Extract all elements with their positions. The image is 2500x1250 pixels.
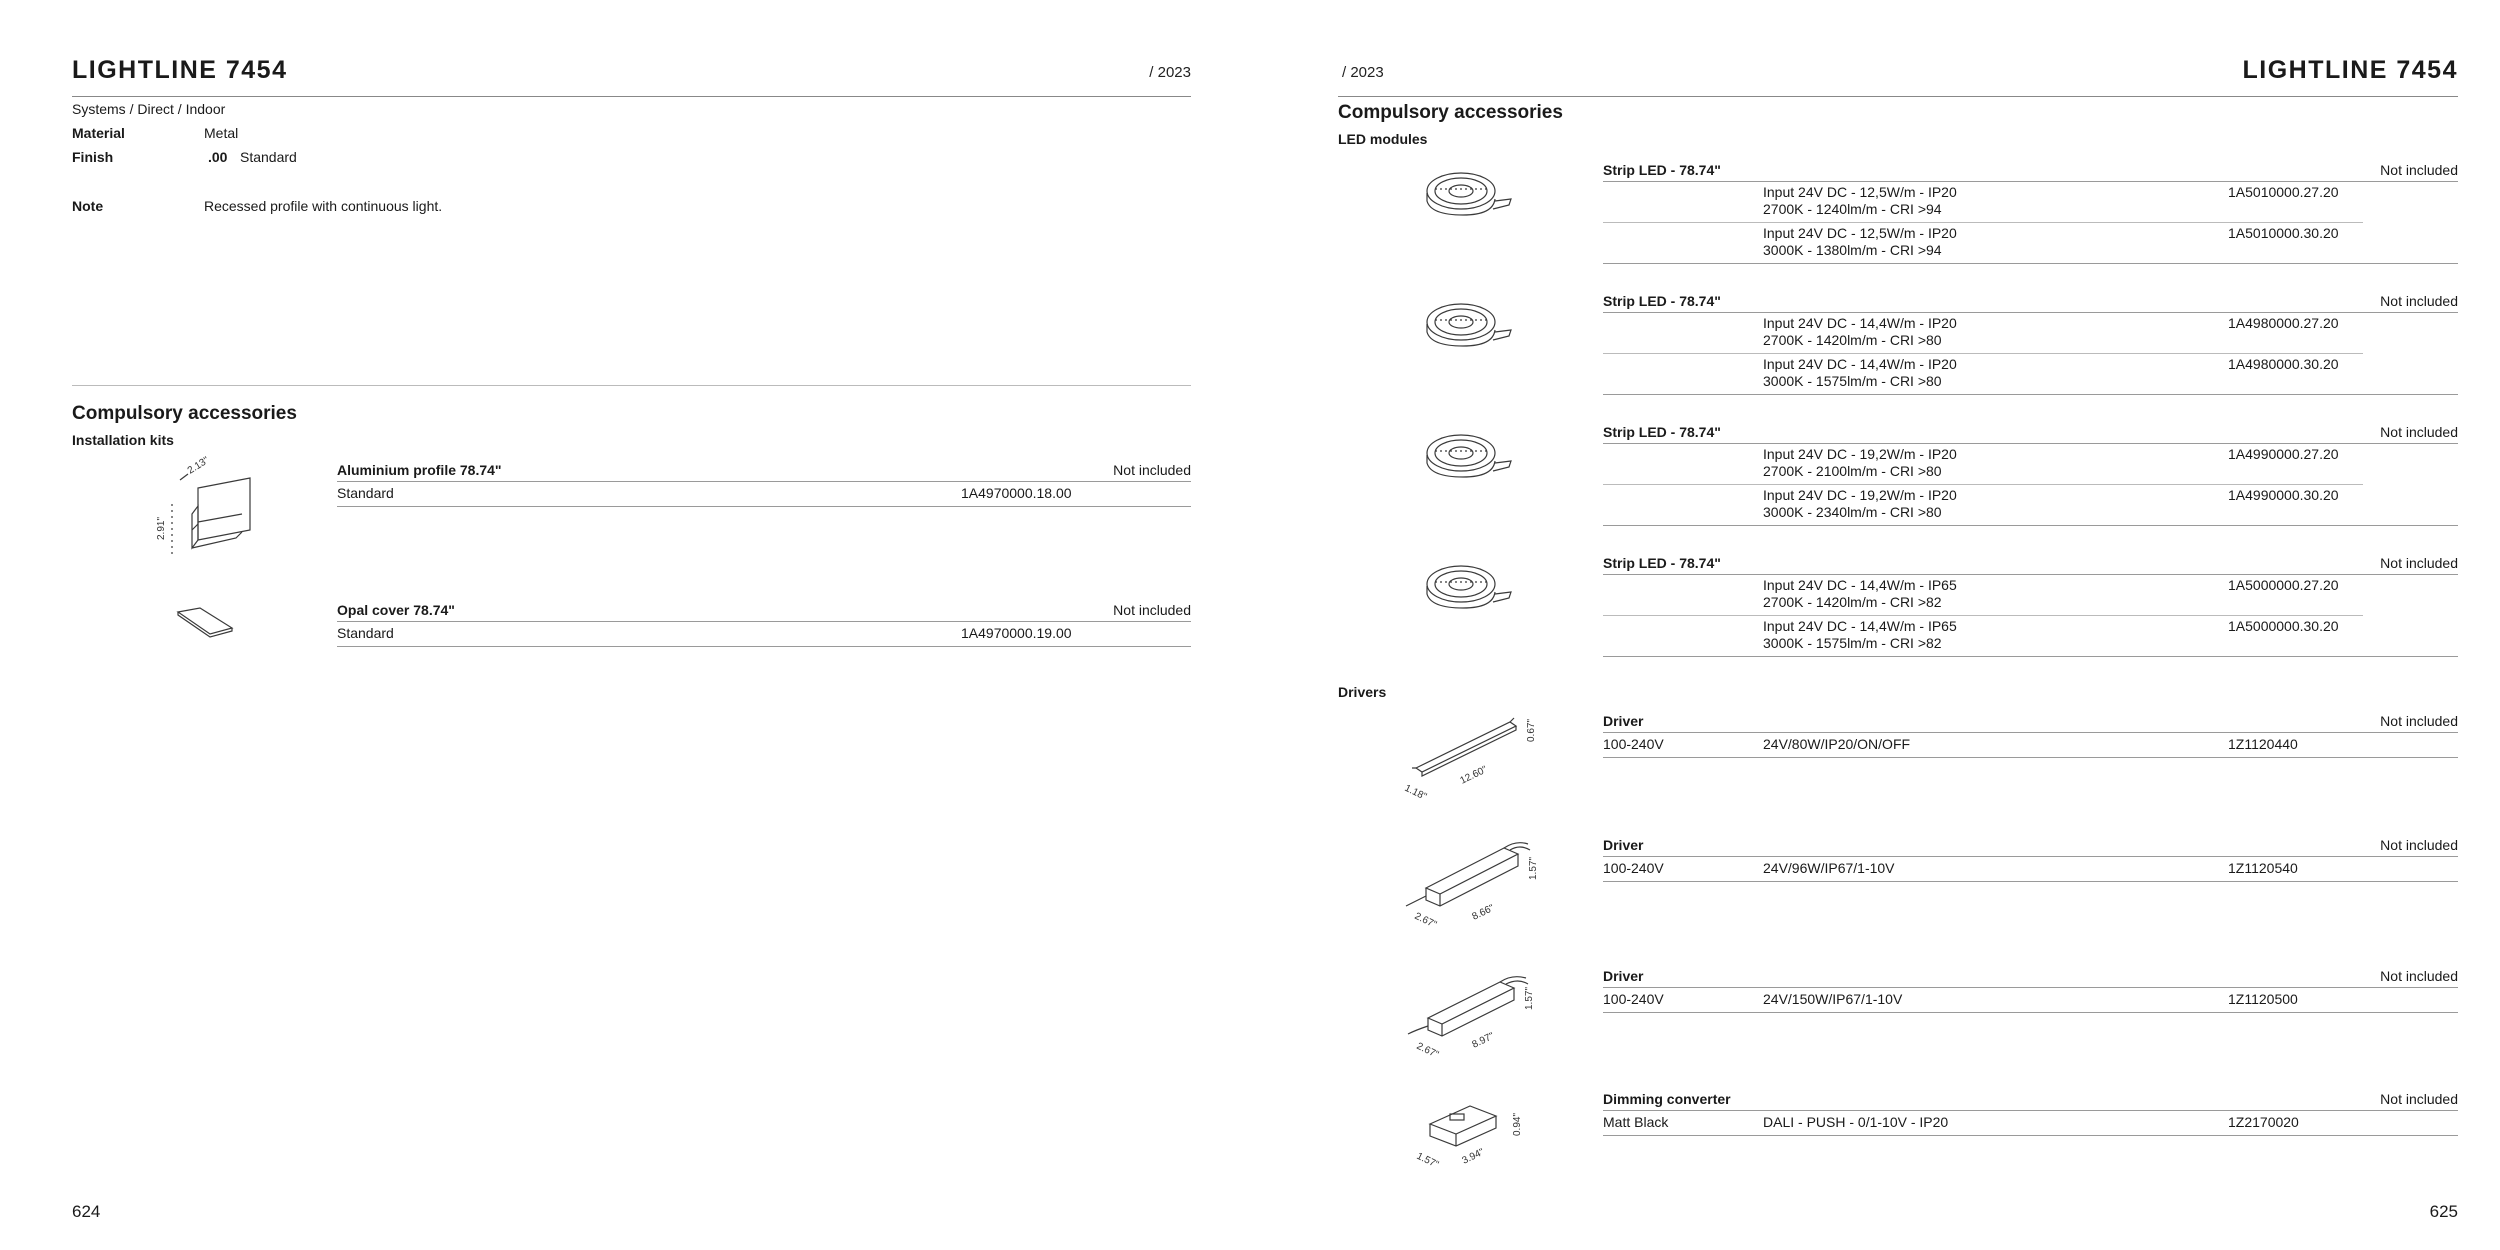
aluminium-profile-finish: Standard (337, 485, 394, 501)
led-code[interactable]: 1A4980000.27.20 (2228, 315, 2339, 331)
dimming-converter-drawing (1410, 1090, 1530, 1170)
table-rule (1603, 574, 2458, 575)
led-code[interactable]: 1A5010000.27.20 (2228, 184, 2339, 200)
note-label: Note (72, 198, 104, 214)
driver-code[interactable]: 1Z1120440 (2228, 736, 2298, 752)
driver-drawing (1400, 712, 1540, 807)
driver-input: 100-240V (1603, 991, 1664, 1007)
converter-dim-height: 0.94" (1512, 1112, 1523, 1136)
opal-cover-code[interactable]: 1A4970000.19.00 (961, 625, 1072, 641)
led-strip-drawing (1423, 165, 1515, 225)
converter-dim-length: 3.94" (1460, 1146, 1487, 1167)
led-spec-line1: Input 24V DC - 19,2W/m - IP20 (1763, 446, 1957, 462)
note-value: Recessed profile with continuous light. (204, 198, 443, 214)
led-strip-status: Not included (2380, 424, 2458, 440)
led-spec-line1: Input 24V DC - 14,4W/m - IP20 (1763, 356, 1957, 372)
led-code[interactable]: 1A5000000.27.20 (2228, 577, 2339, 593)
led-spec-line2: 3000K - 1380lm/m - CRI >94 (1763, 242, 1942, 258)
driver-dim-length: 12.60" (1458, 764, 1490, 787)
led-spec-line1: Input 24V DC - 19,2W/m - IP20 (1763, 487, 1957, 503)
driver-code[interactable]: 1Z1120500 (2228, 991, 2298, 1007)
led-reel-icon (1423, 165, 1515, 225)
driver-spec: 24V/150W/IP67/1-10V (1763, 991, 1903, 1007)
table-rule (1603, 263, 2458, 264)
opal-cover-drawing (170, 604, 240, 644)
finish-code: .00 (208, 149, 228, 165)
driver-spec: 24V/96W/IP67/1-10V (1763, 860, 1895, 876)
driver-input: 100-240V (1603, 860, 1664, 876)
led-reel-icon (1423, 296, 1515, 356)
driver-status: Not included (2380, 837, 2458, 853)
led-strip-drawing (1423, 427, 1515, 487)
led-spec-line2: 2700K - 1420lm/m - CRI >80 (1763, 332, 1942, 348)
profile-width-dim: 2.13" (185, 455, 212, 477)
driver-dim-height: 1.57" (1524, 986, 1535, 1010)
led-spec-line2: 2700K - 2100lm/m - CRI >80 (1763, 463, 1942, 479)
led-spec-line2: 3000K - 1575lm/m - CRI >82 (1763, 635, 1942, 651)
table-rule (1603, 757, 2458, 758)
row-rule (1603, 222, 2363, 223)
led-spec-line2: 3000K - 1575lm/m - CRI >80 (1763, 373, 1942, 389)
driver-code[interactable]: 1Z1120540 (2228, 860, 2298, 876)
table-rule (1603, 987, 2458, 988)
driver-input: 100-240V (1603, 736, 1664, 752)
driver-dim-length: 8.66" (1470, 902, 1497, 923)
table-rule (337, 621, 1191, 622)
led-strip-title: Strip LED - 78.74" (1603, 162, 1721, 178)
driver-drawing (1400, 968, 1540, 1063)
left-header-rule (72, 96, 1191, 97)
converter-dim-width: 1.57" (1414, 1150, 1441, 1171)
opal-cover-icon (170, 604, 240, 644)
driver-spec: 24V/80W/IP20/ON/OFF (1763, 736, 1911, 752)
led-code[interactable]: 1A4990000.30.20 (2228, 487, 2339, 503)
right-page-number: 625 (2429, 1202, 2458, 1221)
opal-cover-status: Not included (1113, 602, 1191, 618)
table-rule (1603, 732, 2458, 733)
ip67-driver-icon (1400, 836, 1540, 931)
led-spec-line1: Input 24V DC - 12,5W/m - IP20 (1763, 225, 1957, 241)
driver-status: Not included (2380, 968, 2458, 984)
aluminium-profile-title: Aluminium profile 78.74" (337, 462, 502, 478)
right-page-year: / 2023 (1342, 64, 1384, 81)
led-strip-drawing (1423, 296, 1515, 356)
opal-cover-title: Opal cover 78.74" (337, 602, 455, 618)
section-divider (72, 385, 1191, 386)
row-rule (1603, 484, 2363, 485)
opal-cover-finish: Standard (337, 625, 394, 641)
table-rule (1603, 656, 2458, 657)
led-modules-heading: LED modules (1338, 131, 1428, 147)
led-code[interactable]: 1A4980000.30.20 (2228, 356, 2339, 372)
led-code[interactable]: 1A5000000.30.20 (2228, 618, 2339, 634)
table-rule (1603, 443, 2458, 444)
led-spec-line2: 2700K - 1420lm/m - CRI >82 (1763, 594, 1942, 610)
led-reel-icon (1423, 558, 1515, 618)
left-section-title: Compulsory accessories (72, 403, 297, 424)
dimming-converter-icon (1410, 1090, 1530, 1170)
right-page-title: LIGHTLINE 7454 (2242, 56, 2458, 84)
finish-value: Standard (240, 149, 297, 165)
table-rule (1603, 856, 2458, 857)
table-rule (1603, 312, 2458, 313)
finish-label: Finish (72, 149, 114, 165)
table-rule (1603, 1135, 2458, 1136)
dimming-converter-status: Not included (2380, 1091, 2458, 1107)
aluminium-profile-icon (150, 455, 260, 562)
led-strip-status: Not included (2380, 555, 2458, 571)
driver-dim-width: 1.18" (1402, 782, 1429, 803)
dimming-converter-spec: DALI - PUSH - 0/1-10V - IP20 (1763, 1114, 1949, 1130)
drivers-heading: Drivers (1338, 684, 1387, 700)
aluminium-profile-drawing (150, 455, 260, 562)
led-strip-title: Strip LED - 78.74" (1603, 555, 1721, 571)
led-spec-line1: Input 24V DC - 14,4W/m - IP65 (1763, 618, 1957, 634)
led-strip-status: Not included (2380, 293, 2458, 309)
driver-drawing (1400, 836, 1540, 931)
left-page-year: / 2023 (1149, 64, 1191, 81)
table-rule (337, 506, 1191, 507)
led-strip-title: Strip LED - 78.74" (1603, 424, 1721, 440)
led-spec-line2: 3000K - 2340lm/m - CRI >80 (1763, 504, 1942, 520)
right-section-title: Compulsory accessories (1338, 102, 1563, 123)
driver-dim-height: 1.57" (1528, 856, 1539, 880)
led-strip-drawing (1423, 558, 1515, 618)
driver-title: Driver (1603, 968, 1644, 984)
dimming-converter-finish: Matt Black (1603, 1114, 1669, 1130)
led-code[interactable]: 1A4990000.27.20 (2228, 446, 2339, 462)
led-reel-icon (1423, 427, 1515, 487)
table-rule (1603, 881, 2458, 882)
left-page-title: LIGHTLINE 7454 (72, 56, 288, 84)
ip67-driver-icon (1400, 968, 1540, 1063)
table-rule (337, 481, 1191, 482)
table-rule (1603, 181, 2458, 182)
driver-dim-height: 0.67" (1526, 718, 1537, 742)
material-value: Metal (204, 125, 239, 141)
table-rule (1603, 1012, 2458, 1013)
breadcrumb: Systems / Direct / Indoor (72, 101, 226, 117)
table-rule (1603, 525, 2458, 526)
row-rule (1603, 615, 2363, 616)
led-spec-line1: Input 24V DC - 14,4W/m - IP20 (1763, 315, 1957, 331)
led-strip-status: Not included (2380, 162, 2458, 178)
left-page-number: 624 (72, 1202, 101, 1221)
driver-dim-width: 2.67" (1414, 1040, 1441, 1061)
table-rule (1603, 1110, 2458, 1111)
aluminium-profile-status: Not included (1113, 462, 1191, 478)
aluminium-profile-code[interactable]: 1A4970000.18.00 (961, 485, 1072, 501)
led-strip-title: Strip LED - 78.74" (1603, 293, 1721, 309)
material-label: Material (72, 125, 125, 141)
table-rule (337, 646, 1191, 647)
slim-driver-icon (1400, 712, 1540, 807)
led-spec-line1: Input 24V DC - 12,5W/m - IP20 (1763, 184, 1957, 200)
driver-title: Driver (1603, 713, 1644, 729)
driver-dim-length: 8.97" (1470, 1030, 1497, 1051)
dimming-converter-code[interactable]: 1Z2170020 (2228, 1114, 2299, 1130)
installation-kits-heading: Installation kits (72, 432, 174, 448)
driver-title: Driver (1603, 837, 1644, 853)
driver-status: Not included (2380, 713, 2458, 729)
dimming-converter-title: Dimming converter (1603, 1091, 1731, 1107)
right-header-rule (1338, 96, 2458, 97)
led-spec-line1: Input 24V DC - 14,4W/m - IP65 (1763, 577, 1957, 593)
driver-dim-width: 2.67" (1412, 910, 1439, 931)
profile-height-dim: 2.91" (156, 516, 167, 540)
led-code[interactable]: 1A5010000.30.20 (2228, 225, 2339, 241)
row-rule (1603, 353, 2363, 354)
table-rule (1603, 394, 2458, 395)
led-spec-line2: 2700K - 1240lm/m - CRI >94 (1763, 201, 1942, 217)
